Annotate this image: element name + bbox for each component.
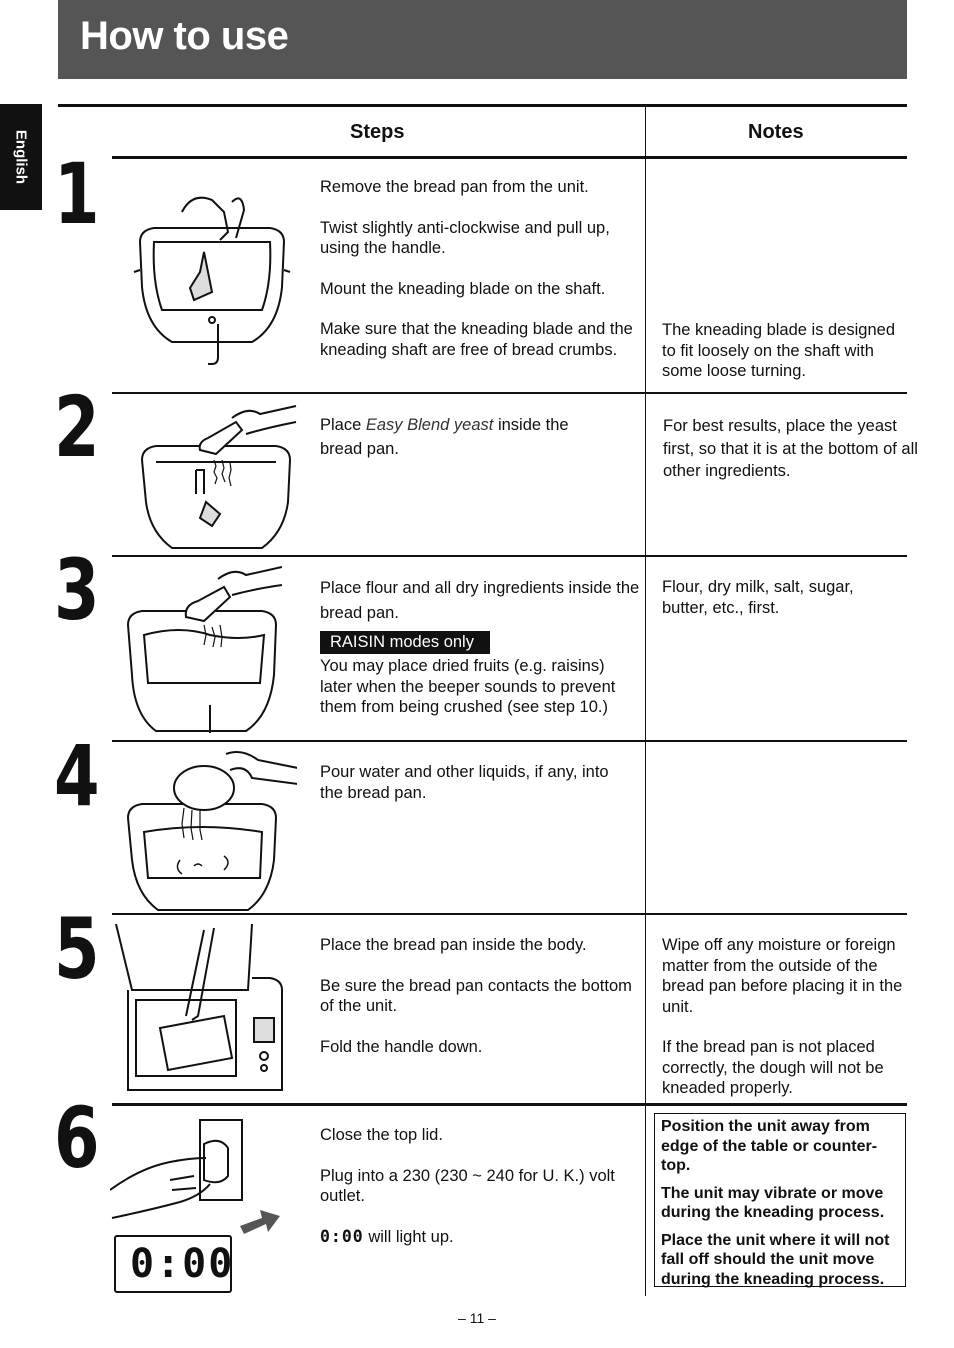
step-6-display-line xyxy=(320,1227,635,1248)
step-2-text-before: Place xyxy=(320,416,366,434)
caution-line-1: Position the unit away from edge of the table or counter-top. xyxy=(661,1118,878,1174)
page-title: How to use xyxy=(80,14,289,58)
step-number-6: 6 xyxy=(54,1089,100,1187)
step-rule-4 xyxy=(112,913,907,915)
step-6-line-2: Plug into a 230 (230 ~ 240 for U. K.) volt outlet. xyxy=(320,1166,615,1205)
step-6-display-text: will light up. xyxy=(363,1227,454,1246)
step-2-text-after: inside the bread pan. xyxy=(320,416,569,458)
step-number-5: 5 xyxy=(54,900,100,998)
step-5-line-1: Place the bread pan inside the body. xyxy=(320,936,587,954)
step-6-instructions xyxy=(320,1125,635,1247)
illustration-place-pan-in-body xyxy=(112,920,292,1095)
step-number-4: 4 xyxy=(54,727,100,825)
illustration-add-yeast xyxy=(136,402,298,550)
step-4-instructions: Pour water and other liquids, if any, into the bread pan. xyxy=(320,763,609,802)
step-number-3: 3 xyxy=(54,541,100,639)
step-1-line-3: Mount the kneading blade on the shaft. xyxy=(320,279,606,298)
header-bar xyxy=(58,0,907,79)
step-5-instructions xyxy=(320,935,635,1057)
column-header-notes: Notes xyxy=(748,121,804,143)
caution-box xyxy=(654,1113,906,1287)
step-3-note: Flour, dry milk, salt, sugar, butter, etc., first. xyxy=(662,578,854,617)
step-3-extra-text: You may place dried fruits (e.g. raisins) later when the beeper sounds to prevent them from being crushed (see step 10.) xyxy=(320,657,616,716)
arrow-icon xyxy=(238,1208,280,1234)
display-glyph: 0:00 xyxy=(320,1226,364,1246)
step-1-line-1: Remove the bread pan from the unit. xyxy=(320,178,589,196)
lcd-display xyxy=(114,1235,235,1293)
caution-line-3: Place the unit where it will not fall off should the unit move during the kneading process. xyxy=(661,1231,890,1288)
step-5-note-2: If the bread pan is not placed correctly, the dough will not be kneaded properly. xyxy=(662,1038,884,1097)
step-number-2: 2 xyxy=(54,378,100,476)
step-rule-1 xyxy=(112,392,907,394)
step-5-line-2: Be sure the bread pan contacts the bottom of the unit. xyxy=(320,976,632,1015)
step-rule-3 xyxy=(112,740,907,742)
step-1-note: The kneading blade is designed to fit loosely on the shaft with some loose turning. xyxy=(662,321,896,380)
header-rule xyxy=(112,156,907,159)
raisin-modes-badge: RAISIN modes only xyxy=(320,631,490,654)
illustration-pour-water xyxy=(122,748,297,913)
language-tab xyxy=(0,104,42,210)
step-2-instructions xyxy=(320,414,610,461)
illustration-remove-bread-pan xyxy=(132,192,292,367)
illustration-plug-in xyxy=(110,1114,250,1224)
step-3-instructions xyxy=(320,576,640,718)
step-5-note-1: Wipe off any moisture or foreign matter from the outside of the bread pan before placing it in the unit. xyxy=(662,936,903,1016)
step-3-text: Place flour and all dry ingredients inside the bread pan. xyxy=(320,579,640,622)
step-5-line-3: Fold the handle down. xyxy=(320,1037,483,1056)
step-2-note: For best results, place the yeast first, so that it is at the bottom of all other ingredients. xyxy=(663,417,918,480)
step-5-notes xyxy=(662,935,907,1099)
table-top-rule xyxy=(58,104,907,107)
caution-line-2: The unit may vibrate or move during the kneading process. xyxy=(661,1184,885,1221)
step-number-1: 1 xyxy=(54,145,100,243)
step-rule-2 xyxy=(112,555,907,557)
step-1-line-4: Make sure that the kneading blade and the kneading shaft are free of bread crumbs. xyxy=(320,320,633,359)
column-header-steps: Steps xyxy=(350,121,405,143)
page-number: – 11 – xyxy=(458,1310,496,1326)
illustration-add-flour xyxy=(120,565,282,735)
lcd-display-digits: 0:00 xyxy=(130,1241,235,1287)
column-divider xyxy=(645,106,646,1296)
step-1-line-2: Twist slightly anti-clockwise and pull up, using the handle. xyxy=(320,218,610,257)
step-rule-5 xyxy=(112,1103,907,1106)
step-1-instructions xyxy=(320,177,635,360)
language-tab-label: English xyxy=(12,129,30,185)
step-2-yeast-name: Easy Blend yeast xyxy=(365,416,494,434)
step-6-line-1: Close the top lid. xyxy=(320,1126,443,1144)
